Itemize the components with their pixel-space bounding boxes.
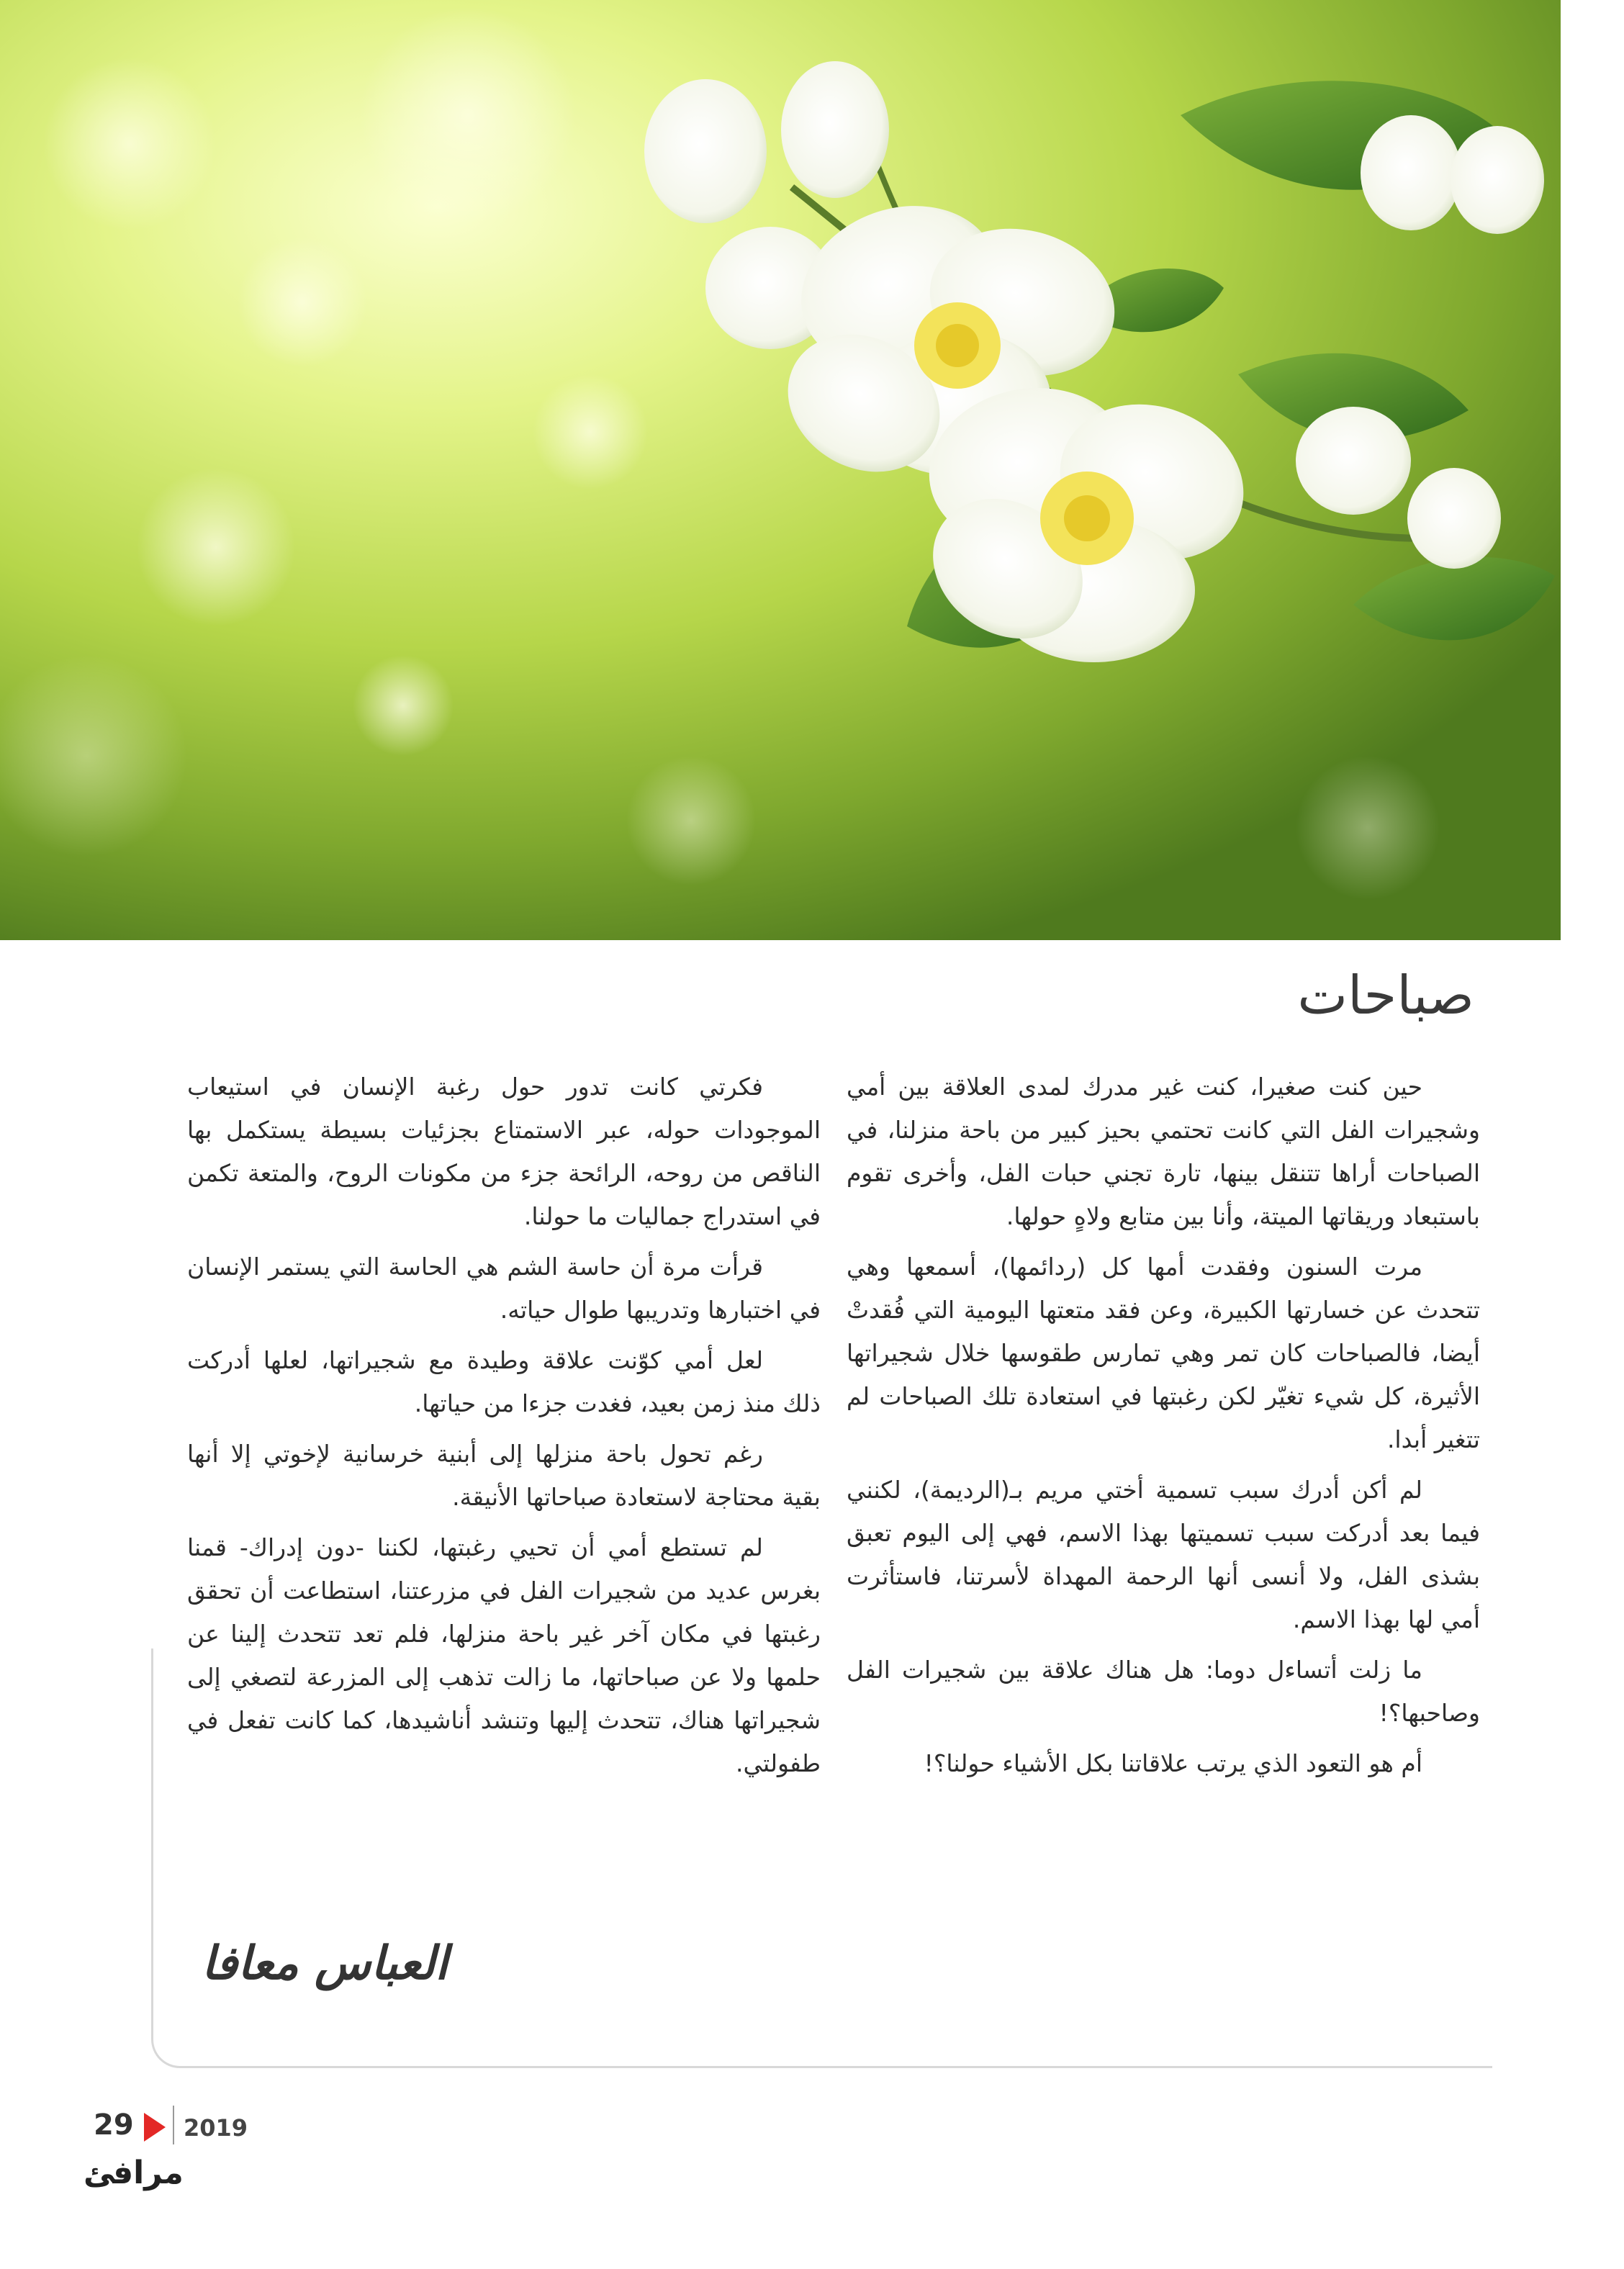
article-column-right bbox=[847, 1065, 1480, 1792]
paragraph: حين كنت صغيرا، كنت غير مدرك لمدى العلاقة بين أمي وشجيرات الفل التي كانت تحتمي بحيز كبير من باحة منزلنا، في الصباحات أراها تتنقل بينها، تارة تجني حبات الفل، وأخرى تقوم باستبعاد وريقاتها الميتة، وأنا بين متابع ولاهٍ حولها. bbox=[847, 1073, 1480, 1230]
paragraph: مرت السنون وفقدت أمها كل (ردائمها)، أسمعها وهي تتحدث عن خسارتها الكبيرة، وعن فقد متعتها اليومية التي فُقدتْ أيضا، فالصباحات كان تمر وهي تمارس طقوسها خلال شجيراتها الأثيرة، كل شيء تغيّر لكن رغبتها في استعادة تلك الصباحات لم تتغير أبدا. bbox=[847, 1253, 1480, 1453]
magazine-name: مرافئ bbox=[84, 2155, 184, 2191]
article-title: صباحات bbox=[1297, 965, 1474, 1027]
paragraph: أم هو التعود الذي يرتب علاقاتنا بكل الأشياء حولنا؟! bbox=[924, 1749, 1422, 1777]
paragraph: لم تستطع أمي أن تحيي رغبتها، لكننا -دون إدراك- قمنا بغرس عديد من شجيرات الفل في مزرعتنا، استطاعت أن تحقق رغبتها في مكان آخر غير باحة منزلها، فلم تعد تتحدث إلينا عن حلمها ولا عن صباحاتها، ما زالت تذهب إلى المزرعة لتصغي إلى شجيراتها هناك، تتحدث إليها وتنشد أناشيدها، كما كانت تفعل في طفولتي. bbox=[187, 1533, 821, 1777]
hero-photo bbox=[0, 0, 1561, 940]
paragraph: لعل أمي كوّنت علاقة وطيدة مع شجيراتها، لعلها أدركت ذلك منذ زمن بعيد، فغدت جزءا من حياتها. bbox=[187, 1346, 821, 1417]
paragraph: قرأت مرة أن حاسة الشم هي الحاسة التي يستمر الإنسان في اختبارها وتدريبها طوال حياته. bbox=[187, 1253, 821, 1324]
jasmine-flowers-image bbox=[0, 0, 1561, 940]
paragraph: فكرتي كانت تدور حول رغبة الإنسان في استيعاب الموجودات حوله، عبر الاستمتاع بجزئيات بسيطة يستكمل بها الناقص من روحه، الرائحة جزء من مكونات الروح، والمتعة تكمن في استدراج جماليات ما حولنا. bbox=[187, 1073, 821, 1230]
author-name: العباس معافا bbox=[202, 1936, 448, 1990]
paragraph: ما زلت أتساءل دوما: هل هناك علاقة بين شجيرات الفل وصاحبها؟! bbox=[847, 1656, 1480, 1727]
issue-year: 2019 bbox=[184, 2114, 248, 2142]
page-footer bbox=[72, 2106, 288, 2221]
arrow-right-icon bbox=[144, 2113, 166, 2142]
page-number: 29 bbox=[94, 2108, 134, 2142]
article-column-left bbox=[187, 1065, 821, 1792]
footer-divider bbox=[173, 2106, 174, 2144]
paragraph: لم أكن أدرك سبب تسمية أختي مريم بـ(الرديمة)، لكنني فيما بعد أدركت سبب تسميتها بهذا الاسم، فهي إلى اليوم تعبق بشذى الفل، ولا أنسى أنها الرحمة المهداة لأسرتنا، فاستأثرت أمي لها بهذا الاسم. bbox=[847, 1476, 1480, 1633]
paragraph: رغم تحول باحة منزلها إلى أبنية خرسانية لإخوتي إلا أنها بقية محتاجة لاستعادة صباحاتها الأنيقة. bbox=[187, 1440, 821, 1511]
